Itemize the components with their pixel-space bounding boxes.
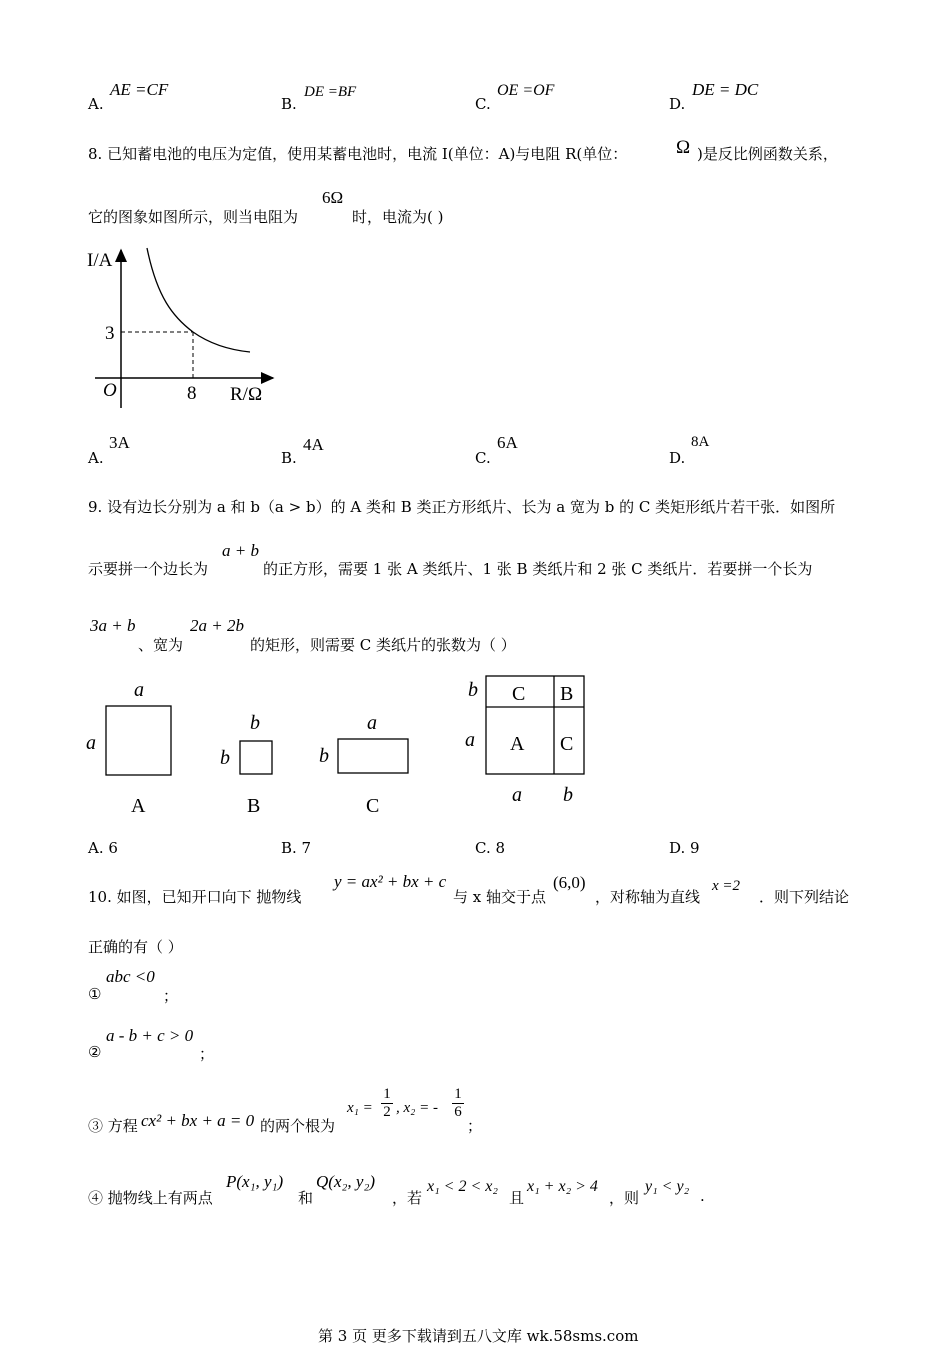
q9-expr1: 3a + b	[90, 616, 136, 635]
q10-s1-mark: ①	[88, 985, 102, 1003]
q10-s4-end: .	[700, 1187, 705, 1205]
square-b-name: B	[247, 795, 261, 817]
rectangle-c-name: C	[366, 795, 380, 817]
q9-option-b: B. 7	[281, 839, 312, 857]
square-b-left-label: b	[220, 747, 230, 769]
q10-line1-mid2: ，对称轴为直线	[595, 888, 701, 906]
q8-graph	[85, 242, 285, 410]
q9-line1: 9. 设有边长分别为 a 和 b（a > b）的 A 类和 B 类正方形纸片、长为 a 宽为 b 的 C 类矩形纸片若干张．如图所	[88, 498, 836, 516]
q10-s2-mark: ②	[88, 1043, 102, 1061]
q10-s3-fraction-2	[452, 1086, 464, 1121]
square-a-name: A	[131, 795, 146, 817]
q8-option-c-value: 6A	[497, 433, 518, 452]
q10-parabola: y = ax² + bx + c	[334, 872, 447, 891]
q10-line2: 正确的有（ ）	[88, 938, 183, 956]
big-square-bottom-b: b	[563, 784, 573, 806]
cell-top-left: C	[512, 683, 526, 705]
q10-s4-result: y₁ < y₂	[645, 1178, 690, 1195]
q8-option-c-label: C.	[475, 449, 491, 467]
q8-option-a-label: A.	[88, 449, 104, 467]
q9-option-d: D. 9	[669, 839, 700, 857]
q10-s4-condition-2: x₁ + x₂ > 4	[527, 1178, 598, 1195]
q10-s3-mid: 的两个根为	[260, 1117, 336, 1135]
big-square-a-left-label: a	[465, 729, 475, 751]
q9-option-c: C. 8	[475, 839, 506, 857]
square-a-left-label: a	[86, 732, 96, 754]
big-square-bottom-a: a	[512, 784, 522, 806]
q10-s4-point-q: Q(x₂, y₂)	[316, 1172, 376, 1191]
q7-option-d-expr: DE = DC	[692, 80, 759, 99]
cell-bottom-left: A	[510, 733, 525, 755]
q9-a-plus-b: a + b	[222, 541, 259, 560]
q8-option-b-value: 4A	[303, 435, 324, 454]
q10-s4-point-p: P(x₁, y₁)	[226, 1172, 284, 1191]
q10-line1-end: ．则下列结论	[759, 888, 850, 906]
y-tick-label: 3	[105, 323, 115, 344]
q9-line2-end: 的正方形，需要 1 张 A 类纸片、1 张 B 类纸片和 2 张 C 类纸片．若要拼一个长为	[263, 560, 813, 578]
q9-option-a: A. 6	[88, 839, 118, 857]
q8-line1-end: )是反比例函数关系，	[697, 145, 838, 163]
q10-s3-frac2-den: 6	[454, 1104, 462, 1120]
q7-option-b-expr: DE =BF	[304, 84, 357, 100]
q10-s2-expr: a - b + c > 0	[106, 1026, 194, 1045]
q8-line2-end: 时，电流为( )	[352, 208, 444, 226]
q10-axis: x =2	[712, 878, 741, 894]
q9-expr2: 2a + 2b	[190, 616, 244, 635]
q8-line2-start: 它的图象如图所示，则当电阻为	[88, 208, 299, 226]
rectangle-c	[338, 739, 408, 773]
q7-option-a-label: A.	[88, 95, 104, 113]
q8-option-d-value: 8A	[691, 434, 710, 450]
q8-option-d-label: D.	[669, 449, 686, 467]
q10-s3-frac2-num: 1	[454, 1086, 462, 1102]
q7-option-c-expr: OE =OF	[497, 82, 555, 99]
q10-s4-start: ④ 抛物线上有两点	[88, 1189, 213, 1207]
square-b-top-label: b	[250, 712, 260, 734]
q9-line2-start: 示要拼一个边长为	[88, 560, 209, 578]
q10-s3-x2: , x₂ = -	[396, 1100, 438, 1116]
cell-bottom-right: C	[560, 733, 574, 755]
origin-label: O	[103, 380, 117, 401]
inverse-curve	[147, 248, 250, 352]
q10-s4-and: 和	[298, 1189, 314, 1207]
q9-line3-mid: 、宽为	[138, 636, 184, 654]
q10-s3-x1: x₁ =	[347, 1100, 373, 1116]
q10-point: (6,0)	[553, 873, 586, 892]
square-a-top-label: a	[134, 679, 144, 701]
page-footer: 第 3 页 更多下载请到五八文库 wk.58sms.com	[318, 1327, 639, 1345]
q10-s4-if: ，若	[392, 1189, 423, 1207]
q7-option-b-label: B.	[281, 95, 297, 113]
q10-s3-end: ；	[467, 1117, 483, 1135]
q10-s3-start: ③ 方程	[88, 1117, 138, 1135]
square-b	[240, 741, 272, 774]
q8-option-b-label: B.	[281, 449, 297, 467]
q8-option-a-value: 3A	[109, 433, 130, 452]
q7-option-c-label: C.	[475, 95, 491, 113]
q7-option-a-expr: AE =CF	[110, 80, 169, 99]
q8-omega: Ω	[676, 137, 691, 158]
q10-s1-expr: abc <0	[106, 967, 155, 986]
q8-line1: 8. 已知蓄电池的电压为定值，使用某蓄电池时，电流 I(单位：A)与电阻 R(单位：	[88, 145, 628, 163]
q10-s4-condition-1: x₁ < 2 < x₂	[427, 1178, 498, 1195]
q10-s3-frac1-num: 1	[383, 1086, 391, 1102]
q10-s4-then: ，则	[609, 1189, 640, 1207]
q10-s4-and2: 且	[509, 1189, 525, 1207]
y-axis-label: I/A	[87, 250, 113, 271]
rectangle-c-left-label: b	[319, 745, 329, 767]
rectangle-c-top-label: a	[367, 712, 377, 734]
square-a	[106, 706, 171, 775]
q9-figure	[80, 672, 600, 822]
q10-s2-end: ；	[199, 1045, 215, 1063]
q10-line1-start: 10. 如图，已知开口向下 抛物线	[88, 888, 302, 906]
q10-line1-mid: 与 x 轴交于点	[453, 888, 546, 906]
q10-s1-end: ；	[163, 987, 179, 1005]
x-axis-label: R/Ω	[230, 384, 263, 405]
q10-s3-fraction-1	[381, 1086, 393, 1121]
q10-s3-frac1-den: 2	[383, 1104, 391, 1120]
q10-s3-equation: cx² + bx + a = 0	[141, 1111, 255, 1130]
x-tick-label: 8	[187, 383, 197, 404]
big-square-b-left-label: b	[468, 679, 478, 701]
cell-top-right: B	[560, 683, 574, 705]
q8-six-ohm: 6Ω	[322, 188, 344, 207]
q7-option-d-label: D.	[669, 95, 686, 113]
q9-line3-end: 的矩形，则需要 C 类纸片的张数为（ ）	[250, 636, 516, 654]
